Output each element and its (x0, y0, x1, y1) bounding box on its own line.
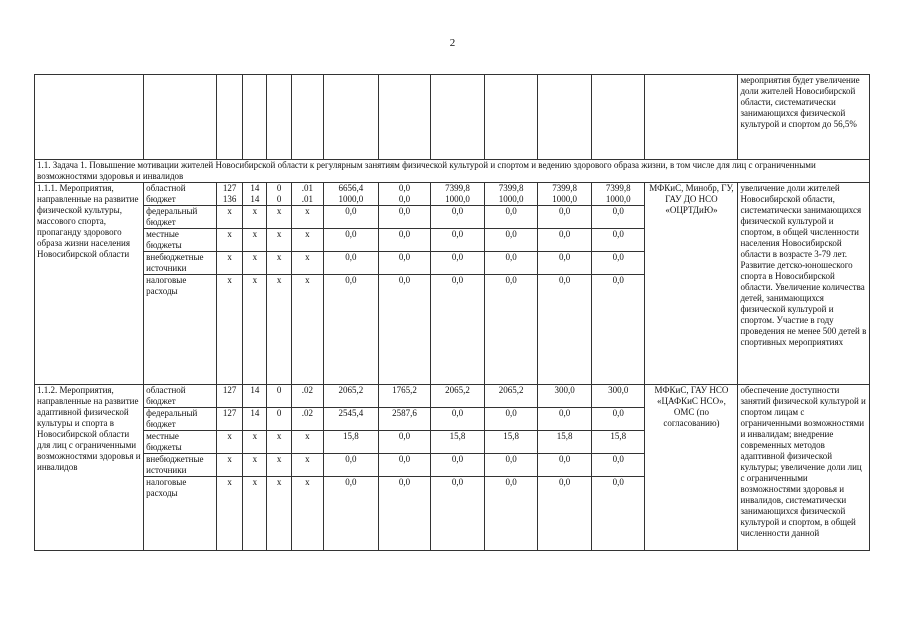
outcome-cell: увеличение доли жителей Новосибирской области, систематически занимающихся физической культурой и спортом, в общей численности населения Новосибирской области в возрасте 3-79 лет. Развитие детско-юношеского спорта в Новосибирской области. Увеличение количества детей, занимающихся физической культурой и спортом. Участие в году проведения не менее 500 детей в спортивных мероприятиях (738, 183, 870, 385)
table-cell: x (216, 275, 242, 385)
cell-value: .01 (301, 194, 314, 204)
table-cell: 2065,2 (431, 385, 485, 408)
table-cell: 300,0 (591, 385, 645, 408)
table-cell: федеральный бюджет (144, 206, 217, 229)
table-cell: налоговые расходы (144, 477, 217, 551)
table-cell: 0,0 (431, 454, 485, 477)
table-cell: 0,0 (538, 454, 592, 477)
table-cell: x (243, 229, 267, 252)
cell-value: 14 (250, 183, 260, 193)
table-cell (484, 183, 538, 206)
table-cell: x (216, 477, 242, 551)
table-cell (591, 75, 645, 160)
table-cell: 0,0 (484, 408, 538, 431)
table-cell: 0,0 (324, 206, 379, 229)
table-cell: 0,0 (591, 454, 645, 477)
table-cell: 0,0 (591, 252, 645, 275)
funding-source: областной бюджет (144, 183, 217, 206)
table-cell: 0 (267, 385, 291, 408)
cell-value: 0,0 (398, 183, 411, 193)
page-number: 2 (449, 37, 456, 49)
table-cell: 0,0 (431, 275, 485, 385)
table-cell: 0,0 (324, 252, 379, 275)
table-cell: x (243, 206, 267, 229)
table-cell: x (291, 275, 323, 385)
outcome-cell: мероприятия будет увеличение доли жителей Новосибирской области, систематически занимающихся физической культурой и спортом до 56,5% (738, 75, 870, 160)
table-cell: 0,0 (378, 477, 431, 551)
table-cell: x (267, 431, 291, 454)
table-cell: 0,0 (538, 229, 592, 252)
cell-value: 7399,8 (445, 183, 470, 193)
table-cell: 127 (216, 385, 242, 408)
table-cell (538, 75, 592, 160)
table-cell: 0,0 (591, 275, 645, 385)
cell-value: 1000,0 (605, 194, 631, 204)
table-cell: 0,0 (591, 408, 645, 431)
table-cell: x (267, 275, 291, 385)
cell-value: 0 (276, 194, 282, 204)
table-cell: x (291, 206, 323, 229)
cell-value: 1000,0 (498, 194, 524, 204)
table-cell (291, 183, 323, 206)
table-cell (324, 75, 379, 160)
table-cell (267, 75, 291, 160)
table-cell: x (216, 252, 242, 275)
table-cell: x (267, 454, 291, 477)
table-cell: x (291, 477, 323, 551)
table-cell: 2587,6 (378, 408, 431, 431)
table-cell: налоговые расходы (144, 275, 217, 385)
table-cell: x (243, 431, 267, 454)
measure-title: 1.1.2. Мероприятия, направленные на развитие адаптивной физической культуры и спорта в Новосибирской области для лиц с ограниченными возможностями здоровья и инвалидов (35, 385, 144, 551)
table-cell: 0,0 (431, 408, 485, 431)
cell-value: 7399,8 (498, 183, 524, 193)
cell-value: 7399,8 (552, 183, 577, 193)
cell-value: 1000,0 (552, 194, 577, 204)
cell-value: 1000,0 (338, 194, 364, 204)
table-cell: 127 (216, 408, 242, 431)
table-cell: 0,0 (378, 229, 431, 252)
table-cell: 0,0 (538, 408, 592, 431)
table-cell: 15,8 (324, 431, 379, 454)
table-cell: 0,0 (324, 477, 379, 551)
table-cell: x (291, 252, 323, 275)
table-cell: x (216, 206, 242, 229)
table-cell: 0,0 (538, 477, 592, 551)
table-cell: 0,0 (431, 206, 485, 229)
table-cell: 2545,4 (324, 408, 379, 431)
table-cell: 0,0 (324, 454, 379, 477)
table-cell: местные бюджеты (144, 431, 217, 454)
cell-value: .01 (301, 183, 314, 193)
table-cell: x (243, 275, 267, 385)
table-cell: 0,0 (431, 229, 485, 252)
table-cell: x (291, 229, 323, 252)
table-cell: 15,8 (591, 431, 645, 454)
table-cell: 0,0 (378, 275, 431, 385)
table-cell: 15,8 (431, 431, 485, 454)
table-cell (216, 183, 242, 206)
table-cell: 0,0 (378, 252, 431, 275)
table-cell: x (243, 454, 267, 477)
table-cell: 14 (243, 385, 267, 408)
table-cell: x (267, 206, 291, 229)
table-cell: 0,0 (324, 275, 379, 385)
table-cell (267, 183, 291, 206)
measure-title: 1.1.1. Мероприятия, направленные на развитие физической культуры, массового спорта, пропаганду здорового образа жизни населения Новосибирской области (35, 183, 144, 385)
table-row (35, 183, 870, 206)
table-cell (35, 75, 144, 160)
table-cell: 0 (267, 408, 291, 431)
table-cell: 0,0 (378, 431, 431, 454)
table-cell: 0,0 (591, 229, 645, 252)
task-row (35, 160, 870, 183)
cell-value: 1000,0 (445, 194, 470, 204)
table-cell: 0,0 (324, 229, 379, 252)
table-cell: 2065,2 (484, 385, 538, 408)
table-cell: x (291, 454, 323, 477)
table-cell: федеральный бюджет (144, 408, 217, 431)
table-cell (144, 75, 217, 160)
table-cell (216, 75, 242, 160)
table-cell: 0,0 (484, 275, 538, 385)
table-cell (538, 183, 592, 206)
table-cell: x (267, 477, 291, 551)
table-cell (324, 183, 379, 206)
cell-value: 0,0 (398, 194, 411, 204)
cell-value: 14 (250, 194, 260, 204)
table-cell (431, 75, 485, 160)
table-cell: 0,0 (484, 252, 538, 275)
table-cell: 0,0 (484, 477, 538, 551)
table-cell: 15,8 (484, 431, 538, 454)
table-cell: .02 (291, 385, 323, 408)
table-cell (431, 183, 485, 206)
table-cell (591, 183, 645, 206)
table-cell (484, 75, 538, 160)
table-cell: областной бюджет (144, 385, 217, 408)
table-cell: 0,0 (378, 454, 431, 477)
table-cell (378, 183, 431, 206)
table-cell: x (291, 431, 323, 454)
table-cell: 0,0 (378, 206, 431, 229)
table-cell: 0,0 (538, 206, 592, 229)
table-cell: 15,8 (538, 431, 592, 454)
table-cell: 0,0 (484, 206, 538, 229)
table-cell: 0,0 (538, 275, 592, 385)
table-cell: x (243, 477, 267, 551)
table-cell: x (216, 431, 242, 454)
table-cell: .02 (291, 408, 323, 431)
table-cell: 1765,2 (378, 385, 431, 408)
cell-value: 127 (222, 183, 237, 193)
outcome-cell: обеспечение доступности занятий физической культурой и спортом лицам с ограниченными возможностями и инвалидам; внедрение современных методов адаптивной физической культуры; увеличение доли лиц с ограниченными возможностями здоровья и инвалидов, систематически занимающихся физической культурой и спортом, в общей численности данной (738, 385, 870, 551)
table-row (35, 385, 870, 408)
task-text: 1.1. Задача 1. Повышение мотивации жителей Новосибирской области к регулярным занятиям физической культурой и спортом и ведению здорового образа жизни, в том числе для лиц с ограниченными возможностями здоровья и инвалидов (35, 160, 870, 183)
cell-value: 6656,4 (338, 183, 364, 193)
table-cell: x (216, 229, 242, 252)
table-cell: 0,0 (591, 477, 645, 551)
cell-value: 0 (276, 183, 282, 193)
table-cell: 0,0 (431, 477, 485, 551)
table-cell (291, 75, 323, 160)
table-cell: x (267, 229, 291, 252)
table-cell: 14 (243, 408, 267, 431)
table-cell: x (243, 252, 267, 275)
table-cell: 0,0 (484, 229, 538, 252)
executor: МФКиС, ГАУ НСО «ЦАФКиС НСО», ОМС (по согласованию) (645, 385, 738, 551)
table-cell: местные бюджеты (144, 229, 217, 252)
cell-value: 7399,8 (605, 183, 631, 193)
table-cell: 0,0 (484, 454, 538, 477)
table-cell: внебюджетные источники (144, 252, 217, 275)
table-cell: 0,0 (591, 206, 645, 229)
table-cell: x (216, 454, 242, 477)
executor: МФКиС, Минобр, ГУ, ГАУ ДО НСО «ОЦРТДиЮ» (645, 183, 738, 385)
table-row-continuation (35, 75, 870, 160)
table-cell: 0,0 (431, 252, 485, 275)
table-cell (243, 183, 267, 206)
program-table (34, 74, 870, 551)
table-cell (645, 75, 738, 160)
table-cell: x (267, 252, 291, 275)
table-cell (243, 75, 267, 160)
cell-value: 136 (222, 194, 237, 204)
table-cell: 0,0 (538, 252, 592, 275)
table-cell: 2065,2 (324, 385, 379, 408)
table-cell (378, 75, 431, 160)
table-cell: 300,0 (538, 385, 592, 408)
table-cell: внебюджетные источники (144, 454, 217, 477)
